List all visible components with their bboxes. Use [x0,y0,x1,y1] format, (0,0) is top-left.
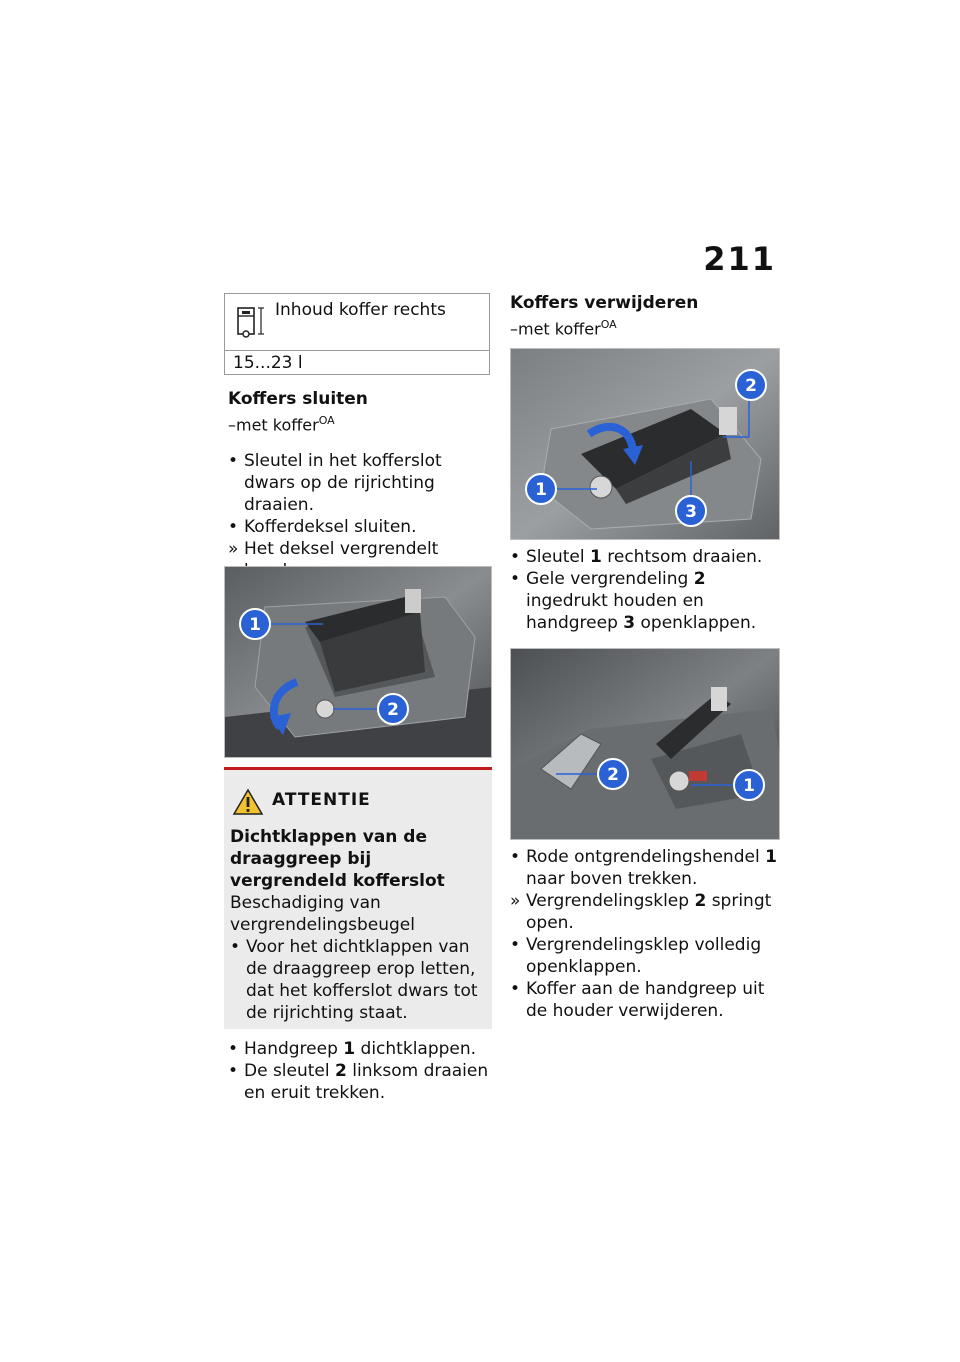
callout-3: 3 [685,502,697,522]
remove-steps-2 [510,846,780,1022]
callout-2: 2 [387,700,399,720]
capacity-header [225,294,489,351]
close-subheading: –met koffer$^{OA}$ [228,414,335,435]
remove-subheading: –met koffer$^{OA}$ [510,318,617,339]
callout-2: 2 [607,765,619,785]
callout-2: 2 [745,376,757,396]
close-step-after: • Handgreep 1 dichtklappen. [228,1039,477,1059]
remove-step: • Vergrendelingsklep volledig openklappen. [510,935,762,977]
remove-step: • Koffer aan de handgreep uit de houder verwijderen. [510,979,765,1021]
capacity-value: 15...23 l [233,353,303,373]
remove-steps-1 [510,546,780,634]
figure-remove-release [510,648,780,840]
callout-1: 1 [249,615,261,635]
remove-step: • Rode ontgrendelingshendel 1 naar boven trekken. [510,847,777,889]
warning-heading: Dichtklappen van de draaggreep bij vergrendeld kofferslot [230,827,445,891]
luggage-capacity-icon [235,302,267,342]
close-step-after: • De sleutel 2 linksom draaien en eruit trekken. [228,1061,489,1103]
warning-box [224,767,492,1029]
warning-body: Beschadiging van vergrendelingsbeugel [230,893,415,935]
close-section [228,388,490,582]
remove-heading: Koffers verwijderen [510,293,699,313]
close-step: • Kofferdeksel sluiten. [228,517,417,538]
close-step: • Sleutel in het kofferslot dwars op de rijrichting draaien. [228,451,442,516]
close-step: » Het deksel vergrendelt [228,539,439,560]
callout-1: 1 [743,776,755,796]
warning-title: ATTENTIE [272,790,371,810]
figure-remove-unlock [510,348,780,540]
remove-step: • Gele vergrendeling 2 ingedrukt houden en handgreep 3 openklappen. [510,569,757,633]
close-heading: Koffers sluiten [228,389,368,409]
remove-step: • Sleutel 1 rechtsom draaien. [510,547,763,567]
page-number: 211 [703,240,776,278]
figure-close-case [224,566,492,758]
capacity-label: Inhoud koffer rechts [275,300,446,320]
remove-section [510,292,780,340]
close-steps-after [228,1038,490,1104]
warning-bullet: • Voor het dichtklappen van de draaggreep erop letten, dat het kofferslot dwars tot de rijrichting staat. [230,937,478,1023]
remove-step: » Vergrendelingsklep 2 springt open. [510,891,772,933]
warning-triangle-icon [232,788,264,816]
capacity-table [224,293,490,375]
callout-1: 1 [535,480,547,500]
